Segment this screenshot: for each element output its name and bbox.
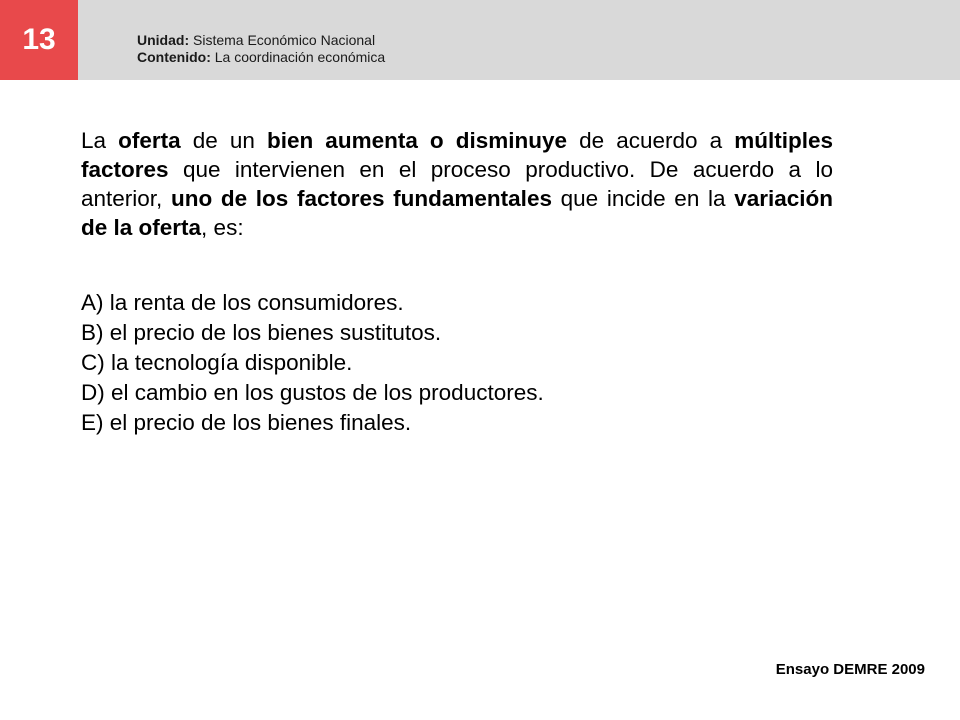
contenido-value: La coordinación económica [214, 49, 386, 65]
question-part: de un [180, 128, 267, 153]
question-part: que incide en la [551, 186, 735, 211]
question-number-badge: 13 [0, 0, 78, 80]
header-info [137, 32, 385, 66]
question-emphasis: uno de los factores fundamentales [170, 186, 552, 211]
question-part: , es: [201, 215, 244, 240]
unidad-label: Unidad: [137, 32, 190, 48]
contenido-label: Contenido: [137, 49, 211, 65]
question-part: La [81, 128, 119, 153]
option-c: C) la tecnología disponible. [81, 350, 353, 375]
source-label: Ensayo DEMRE 2009 [775, 661, 925, 678]
unidad-value: Sistema Económico Nacional [193, 32, 376, 48]
question-emphasis: variación de la oferta [81, 186, 833, 240]
question-emphasis: oferta [118, 128, 181, 153]
contenido-line [137, 49, 385, 66]
question-part: de acuerdo a [567, 128, 735, 153]
question-text [81, 126, 833, 242]
question-part: que intervienen en el proceso productivo. De acuerdo a lo anterior, [81, 157, 833, 211]
option-d: D) el cambio en los gustos de los productores. [81, 380, 544, 405]
option-e: E) el precio de los bienes finales. [81, 410, 412, 435]
unidad-line [137, 32, 385, 49]
question-emphasis: bien aumenta o disminuye [266, 128, 568, 153]
option-b: B) el precio de los bienes sustitutos. [81, 320, 442, 345]
answer-options [81, 288, 841, 438]
question-emphasis: múltiples factores [81, 128, 834, 182]
option-a: A) la renta de los consumidores. [81, 290, 404, 315]
